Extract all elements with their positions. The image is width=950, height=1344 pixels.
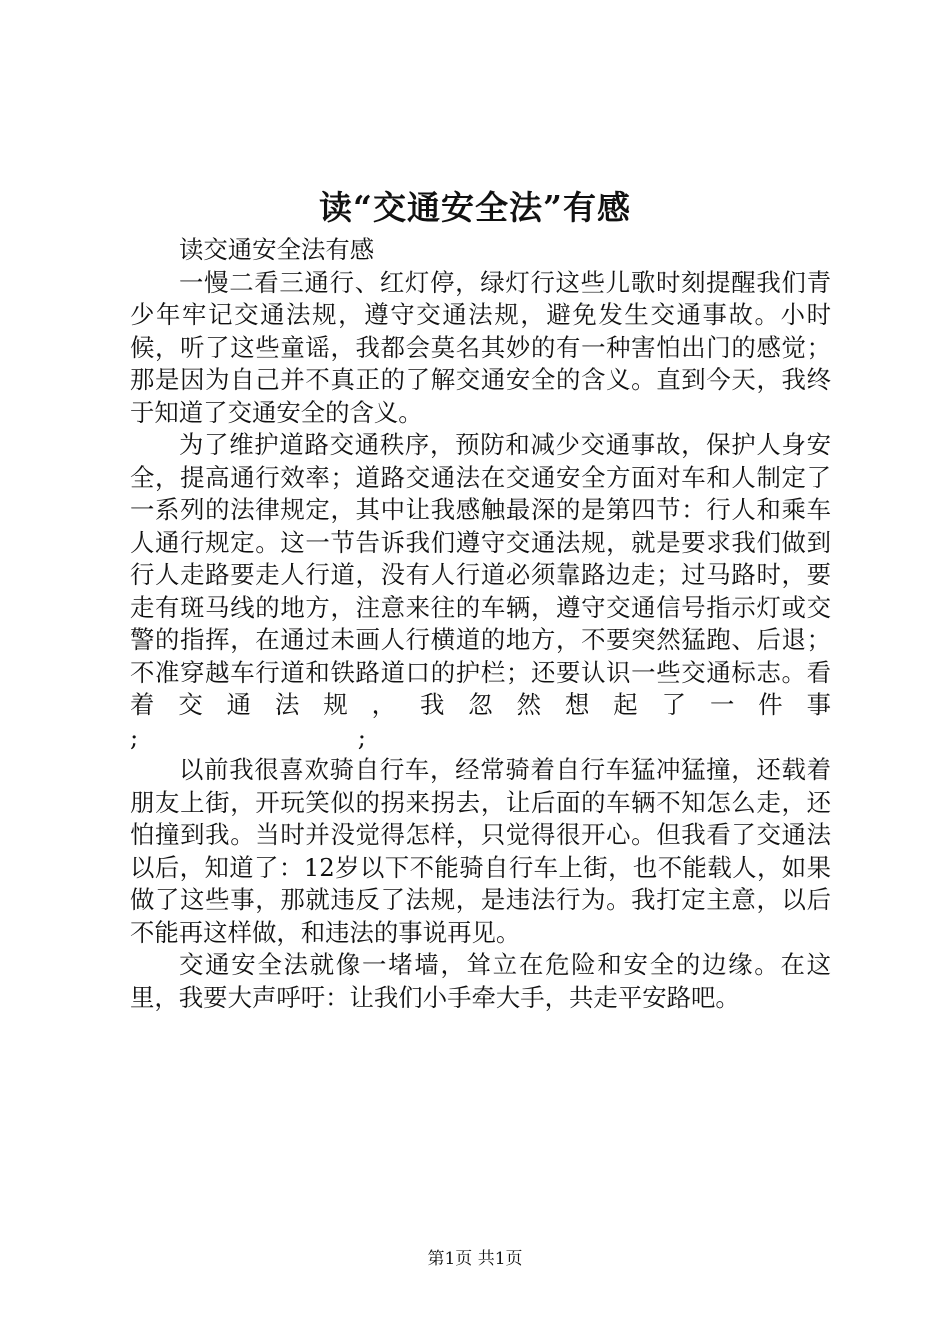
semicolon-left: ; (130, 722, 139, 752)
paragraph-2: 为了维护道路交通秩序，预防和减少交通事故，保护人身安全，提高通行效率；道路交通法在交通安全方面对车和人制定了一系列的法律规定，其中让我感触最深的是第四节：行人和乘车人通行规定。这一节告诉我们遵守交通法规，就是要求我们做到行人走路要走人行道，没有人行道必须靠路边走；过马路时，要走有斑马线的地方，注意来往的车辆，遵守交通信号指示灯或交警的指挥，在通过未画人行横道的地方，不要突然猛跑、后退；不准穿越车行道和铁路道口的护栏；还要认识一些交通标志。看着交通法规，我忽然想起了一件事 (130, 430, 831, 719)
paragraph-1: 一慢二看三通行、红灯停，绿灯行这些儿歌时刻提醒我们青少年牢记交通法规，遵守交通法规，避免发生交通事故。小时候，听了这些童谣，我都会莫名其妙的有一种害怕出门的感觉；那是因为自己并不真正的了解交通安全的含义。直到今天，我终于知道了交通安全的含义。 (130, 267, 831, 427)
paragraph-3: 以前我很喜欢骑自行车，经常骑着自行车猛冲猛撞，还载着朋友上街，开玩笑似的拐来拐去，让后面的车辆不知怎么走，还怕撞到我。当时并没觉得怎样，只觉得很开心。但我看了交通法以后，知道了：12岁以下不能骑自行车上街，也不能载人，如果做了这些事，那就违反了法规，是违法行为。我打定主意，以后不能再这样做，和违法的事说再见。 (130, 755, 831, 947)
document-body (130, 234, 831, 1014)
document-title: 读“交通安全法”有感 (319, 188, 631, 227)
paragraph-4: 交通安全法就像一堵墙，耸立在危险和安全的边缘。在这里，我要大声呼吁：让我们小手牵大手，共走平安路吧。 (130, 950, 831, 1012)
page-number-footer: 第1页 共1页 (427, 1249, 523, 1269)
semicolon-line (130, 722, 366, 755)
document-subtitle: 读交通安全法有感 (179, 235, 375, 264)
semicolon-right: ; (357, 722, 366, 752)
